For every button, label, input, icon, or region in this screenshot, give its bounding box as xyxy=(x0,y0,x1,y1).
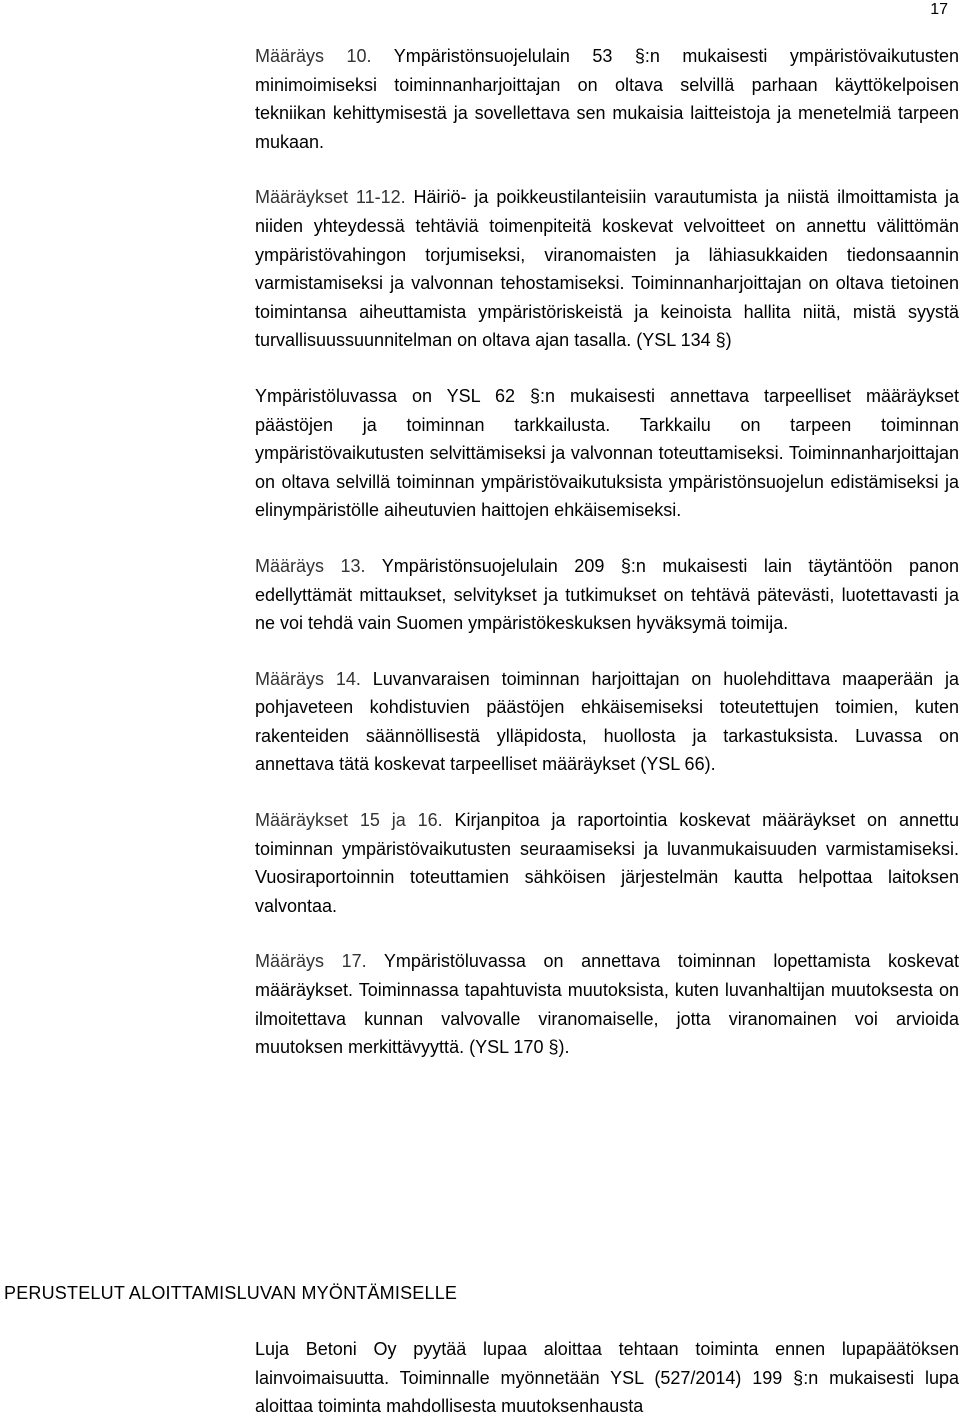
paragraph-maarays-13 xyxy=(255,552,959,638)
paragraph-text: Ympäristönsuojelulain 53 §:n mukaisesti ympäristövaikutusten minimoimiseksi toiminnanharjoittajan on oltava selvillä parhaan käyttökelpoisen tekniikan kehittymisestä ja sovellettava sen mukaisia laitteistoja ja menetelmiä tarpeen mukaan. xyxy=(255,46,960,152)
paragraph-text: Häiriö- ja poikkeustilanteisiin varautumista ja niistä ilmoittamista ja niiden yhteydessä tehtäviä toimenpiteitä koskevat velvoitteet on annettu välittömän ympäristövahingon torjumiseksi, viranomaisten ja lähiasukkaiden tiedonsaannin varmistamiseksi ja valvonnan tehostamiseksi. Toiminnanharjoittajan on oltava tietoinen toimintansa aiheuttamista ympäristöriskeistä ja keinoista hallita niitä, mistä syystä turvallisuussuunnitelman on oltava ajan tasalla. (YSL 134 §) xyxy=(255,187,959,351)
paragraph-lead: Määräys 17. xyxy=(255,951,367,972)
paragraph-text: Ympäristöluvassa on YSL 62 §:n mukaisesti annettava tarpeelliset määräykset päästöjen ja toiminnan tarkkailusta. Tarkkailu on tarpeen toiminnan ympäristövaikutusten selvittämiseksi ja valvonnan toteuttamiseksi. Toiminnanharjoittajan on oltava selvillä toiminnan ympäristövaikutuksista ympäristönsuojelun edistämiseksi ja elinympäristölle aiheutuvien haittojen ehkäisemiseksi. xyxy=(255,385,959,521)
page-number: 17 xyxy=(930,1,948,18)
paragraph-tarkkailu xyxy=(255,382,959,525)
paragraph-lead: Määräykset 15 ja 16. xyxy=(255,810,443,831)
paragraph-lead: Määräys 14. xyxy=(255,668,361,689)
paragraph-maaraykset-11-12 xyxy=(255,183,959,355)
paragraph-lead: Määräys 10. xyxy=(255,46,372,66)
paragraph-maaraykset-15-16 xyxy=(255,806,959,920)
section-heading: PERUSTELUT ALOITTAMISLUVAN MYÖNTÄMISELLE xyxy=(4,1283,458,1303)
paragraph-maarays-14 xyxy=(255,665,959,779)
paragraph-maarays-10 xyxy=(255,42,959,156)
paragraph-text: Ympäristönsuojelulain 209 §:n mukaisesti lain täytäntöön panon edellyttämät mittaukset, selvitykset ja tutkimukset on tehtävä pätevästi, luotettavasti ja ne voi tehdä vain Suomen ympäristökeskuksen hyväksymä toimija. xyxy=(255,555,960,634)
document-body xyxy=(255,42,959,1089)
paragraph-text: Luvanvaraisen toiminnan harjoittajan on huolehdittava maaperään ja pohjaveteen kohdistuvien päästöjen ehkäisemiseksi toteutettujen toimien, kuten rakenteiden säännöllisestä ylläpidosta, huollosta ja tarkastuksista. Luvassa on annettava tätä koskevat tarpeelliset määräykset (YSL 66). xyxy=(255,668,960,775)
paragraph-lead: Määräykset 11-12. xyxy=(255,187,406,208)
paragraph-maarays-17 xyxy=(255,947,959,1061)
paragraph-text: Kirjanpitoa ja raportointia koskevat määräykset on annettu toiminnan ympäristövaikutusten seuraamiseksi ja luvanmukaisuuden varmistamiseksi. Vuosiraportoinnin toteuttamien sähköisen järjestelmän kautta helpottaa laitoksen valvontaa. xyxy=(255,810,959,916)
paragraph-text: Ympäristöluvassa on annettava toiminnan lopettamista koskevat määräykset. Toiminnassa tapahtuvista muutoksista, kuten luvanhaltijan muutoksesta on ilmoitettava kunnan valvovalle viranomaiselle, jotta viranomainen voi arvioida muutoksen merkittävyyttä. (YSL 170 §). xyxy=(255,951,959,1058)
paragraph-lead: Määräys 13. xyxy=(255,555,366,576)
section-paragraph: Luja Betoni Oy pyytää lupaa aloittaa tehtaan toiminta ennen lupapäätöksen lainvoimaisuutta. Toiminnalle myönnetään YSL (527/2014) 199 §:n mukaisesti lupa aloittaa toiminta mahdollisesta muutoksenhausta xyxy=(255,1339,959,1417)
